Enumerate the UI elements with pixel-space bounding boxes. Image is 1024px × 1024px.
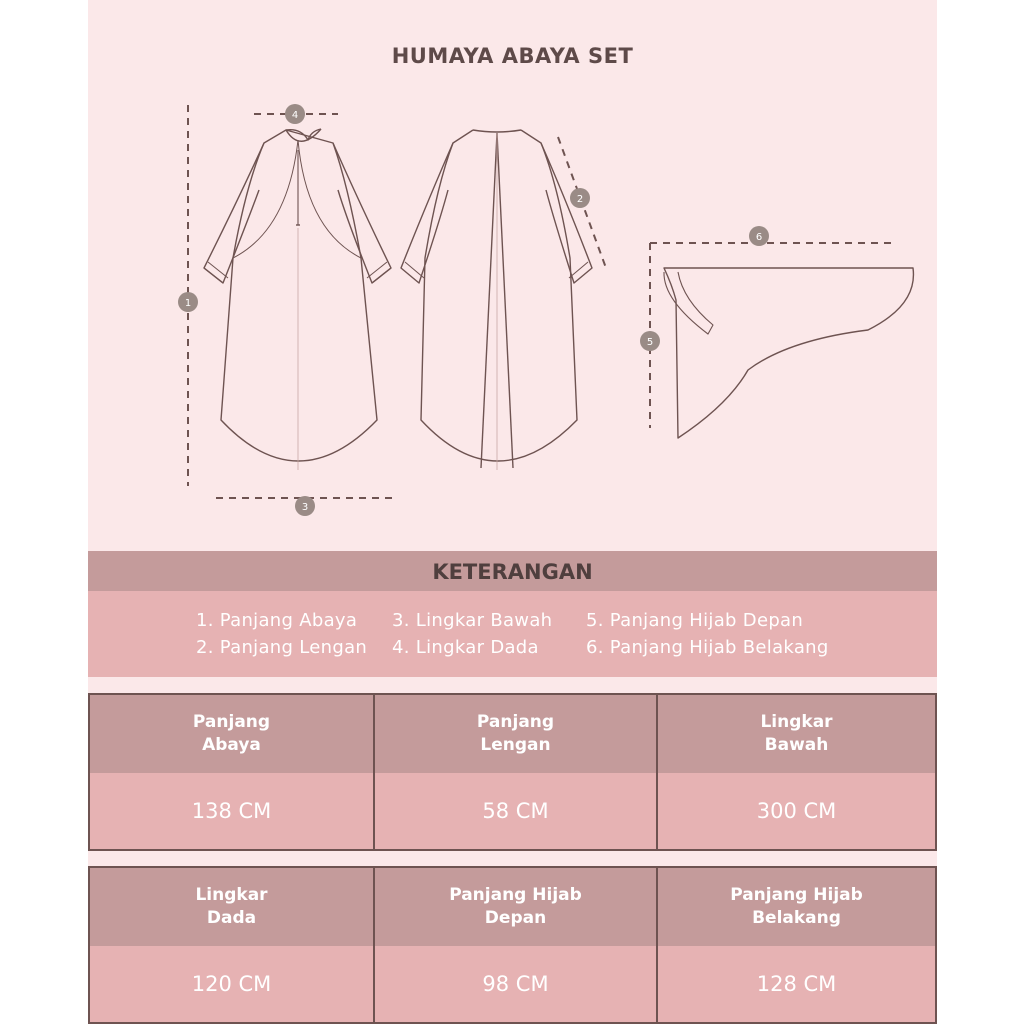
badge-1	[178, 292, 198, 312]
size-header: Lingkar Bawah	[658, 695, 935, 773]
svg-text:2: 2	[576, 194, 584, 205]
size-value: 128 CM	[658, 946, 935, 1022]
size-cell-panjang-abaya	[90, 695, 373, 849]
size-value: 120 CM	[90, 946, 373, 1022]
size-header: Lingkar Dada	[90, 868, 373, 946]
badge-4	[285, 104, 305, 124]
size-cell-lingkar-dada	[90, 868, 373, 1022]
svg-text:3: 3	[301, 502, 309, 513]
size-cell-panjang-hijab-depan	[373, 868, 656, 1022]
badge-2	[570, 188, 590, 208]
size-table-1	[88, 693, 937, 851]
legend-item-6: 6. Panjang Hijab Belakang	[586, 637, 829, 658]
svg-text:4: 4	[291, 110, 299, 121]
size-chart-sheet	[88, 0, 937, 1024]
size-header: Panjang Hijab Depan	[375, 868, 656, 946]
badge-3	[295, 496, 315, 516]
size-cell-panjang-hijab-belakang	[656, 868, 935, 1022]
legend-item-3: 3. Lingkar Bawah	[392, 610, 553, 631]
legend-item-4: 4. Lingkar Dada	[392, 637, 539, 658]
legend-item-2: 2. Panjang Lengan	[196, 637, 368, 658]
size-header: Panjang Hijab Belakang	[658, 868, 935, 946]
badge-5	[640, 331, 660, 351]
size-cell-panjang-lengan	[373, 695, 656, 849]
badge-6	[749, 226, 769, 246]
keterangan-legend	[88, 591, 937, 677]
size-value: 300 CM	[658, 773, 935, 849]
size-value: 138 CM	[90, 773, 373, 849]
svg-text:5: 5	[646, 337, 654, 348]
legend-item-5: 5. Panjang Hijab Depan	[586, 610, 804, 631]
size-value: 58 CM	[375, 773, 656, 849]
legend-item-1: 1. Panjang Abaya	[196, 610, 358, 631]
svg-text:1: 1	[184, 298, 192, 309]
abaya-technical-drawing	[88, 0, 937, 540]
size-cell-lingkar-bawah	[656, 695, 935, 849]
hijab-drawing	[664, 268, 913, 438]
page-title: HUMAYA ABAYA SET	[391, 44, 634, 68]
back-abaya-drawing	[401, 130, 592, 470]
keterangan-heading: KETERANGAN	[88, 551, 937, 591]
svg-text:6: 6	[755, 232, 763, 243]
size-table-2	[88, 866, 937, 1024]
size-value: 98 CM	[375, 946, 656, 1022]
size-header: Panjang Abaya	[90, 695, 373, 773]
front-abaya-drawing	[204, 129, 391, 470]
size-header: Panjang Lengan	[375, 695, 656, 773]
